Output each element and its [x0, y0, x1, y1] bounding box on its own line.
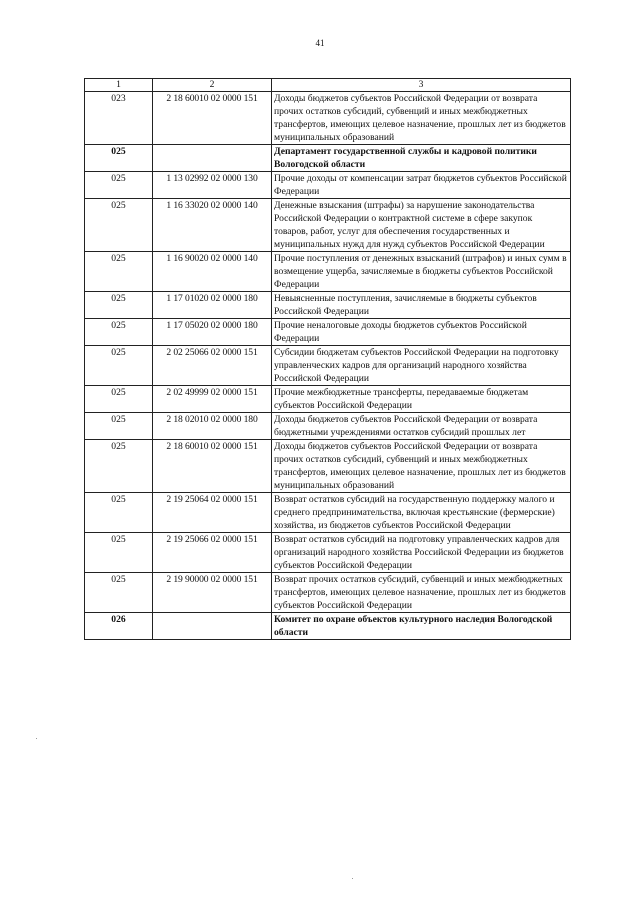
revenue-code-cell: 1 17 01020 02 0000 180 [153, 292, 272, 319]
revenue-name-cell: Прочие поступления от денежных взысканий (штрафов) и иных сумм в возмещение ущерба, зачисляемые в бюджеты субъектов Российской Федерации [272, 252, 571, 292]
revenue-code-cell [153, 145, 272, 172]
revenue-name-cell: Прочие неналоговые доходы бюджетов субъектов Российской Федерации [272, 319, 571, 346]
scan-dot [36, 738, 37, 739]
table-row [85, 386, 571, 413]
page-number: 41 [315, 38, 325, 48]
column-header-2: 2 [153, 79, 272, 92]
revenue-code-cell: 1 13 02992 02 0000 130 [153, 172, 272, 199]
admin-code-cell: 025 [85, 440, 153, 493]
revenue-name-cell: Департамент государственной службы и кадровой политики Вологодской области [272, 145, 571, 172]
column-header-1: 1 [85, 79, 153, 92]
table-row [85, 533, 571, 573]
table-row [85, 493, 571, 533]
table-row [85, 199, 571, 252]
revenue-name-cell: Комитет по охране объектов культурного наследия Вологодской области [272, 613, 571, 640]
admin-code-cell: 025 [85, 533, 153, 573]
table-row [85, 440, 571, 493]
revenue-name-cell: Прочие доходы от компенсации затрат бюджетов субъектов Российской Федерации [272, 172, 571, 199]
department-row [85, 145, 571, 172]
admin-code-cell: 025 [85, 252, 153, 292]
admin-code-cell: 025 [85, 319, 153, 346]
revenue-code-cell [153, 613, 272, 640]
revenue-name-cell: Доходы бюджетов субъектов Российской Федерации от возврата бюджетными учреждениями остатков субсидий прошлых лет [272, 413, 571, 440]
admin-code-cell: 023 [85, 92, 153, 145]
table-row [85, 319, 571, 346]
table-row [85, 172, 571, 199]
admin-code-cell: 025 [85, 573, 153, 613]
admin-code-cell: 025 [85, 413, 153, 440]
revenue-name-cell: Невыясненные поступления, зачисляемые в бюджеты субъектов Российской Федерации [272, 292, 571, 319]
admin-code-cell: 025 [85, 493, 153, 533]
column-header-3: 3 [272, 79, 571, 92]
revenue-name-cell: Возврат прочих остатков субсидий, субвенций и иных межбюджетных трансфертов, имеющих целевое назначение, прошлых лет из бюджетов субъектов Российской Федерации [272, 573, 571, 613]
revenue-code-cell: 2 19 25064 02 0000 151 [153, 493, 272, 533]
table-row [85, 346, 571, 386]
revenue-code-cell: 1 16 90020 02 0000 140 [153, 252, 272, 292]
table-row [85, 573, 571, 613]
admin-code-cell: 025 [85, 172, 153, 199]
revenue-code-cell: 2 02 49999 02 0000 151 [153, 386, 272, 413]
table-header-row [85, 79, 571, 92]
revenue-code-cell: 1 17 05020 02 0000 180 [153, 319, 272, 346]
admin-code-cell: 025 [85, 145, 153, 172]
revenue-code-cell: 2 18 60010 02 0000 151 [153, 92, 272, 145]
department-row [85, 613, 571, 640]
revenue-name-cell: Доходы бюджетов субъектов Российской Федерации от возврата прочих остатков субсидий, субвенций и иных межбюджетных трансфертов, имеющих целевое назначение, прошлых лет из бюджетов муниципальных образований [272, 440, 571, 493]
revenue-name-cell: Прочие межбюджетные трансферты, передаваемые бюджетам субъектов Российской Федерации [272, 386, 571, 413]
revenue-code-cell: 1 16 33020 02 0000 140 [153, 199, 272, 252]
revenue-code-cell: 2 19 90000 02 0000 151 [153, 573, 272, 613]
admin-code-cell: 025 [85, 199, 153, 252]
table-row [85, 252, 571, 292]
revenue-name-cell: Возврат остатков субсидий на государственную поддержку малого и среднего предпринимательства, включая крестьянские (фермерские) хозяйства, из бюджетов субъектов Российской Федерации [272, 493, 571, 533]
table-body [85, 92, 571, 640]
revenue-name-cell: Доходы бюджетов субъектов Российской Федерации от возврата прочих остатков субсидий, субвенций и иных межбюджетных трансфертов, имеющих целевое назначение, прошлых лет из бюджетов муниципальных образований [272, 92, 571, 145]
revenue-code-cell: 2 02 25066 02 0000 151 [153, 346, 272, 386]
revenue-code-cell: 2 18 02010 02 0000 180 [153, 413, 272, 440]
table-row [85, 292, 571, 319]
revenue-name-cell: Субсидии бюджетам субъектов Российской Федерации на подготовку управленческих кадров для организаций народного хозяйства Российской Федерации [272, 346, 571, 386]
table-row [85, 92, 571, 145]
revenue-code-cell: 2 19 25066 02 0000 151 [153, 533, 272, 573]
admin-code-cell: 026 [85, 613, 153, 640]
table-row [85, 413, 571, 440]
revenue-name-cell: Возврат остатков субсидий на подготовку управленческих кадров для организаций народного хозяйства Российской Федерации из бюджетов субъектов Российской Федерации [272, 533, 571, 573]
revenue-name-cell: Денежные взыскания (штрафы) за нарушение законодательства Российской Федерации о контрактной системе в сфере закупок товаров, работ, услуг для обеспечения государственных и муниципальных нужд для нужд субъектов Российской Федерации [272, 199, 571, 252]
scan-dot [352, 878, 353, 879]
admin-code-cell: 025 [85, 292, 153, 319]
admin-code-cell: 025 [85, 346, 153, 386]
admin-code-cell: 025 [85, 386, 153, 413]
budget-revenue-table [84, 78, 571, 640]
revenue-code-cell: 2 18 60010 02 0000 151 [153, 440, 272, 493]
